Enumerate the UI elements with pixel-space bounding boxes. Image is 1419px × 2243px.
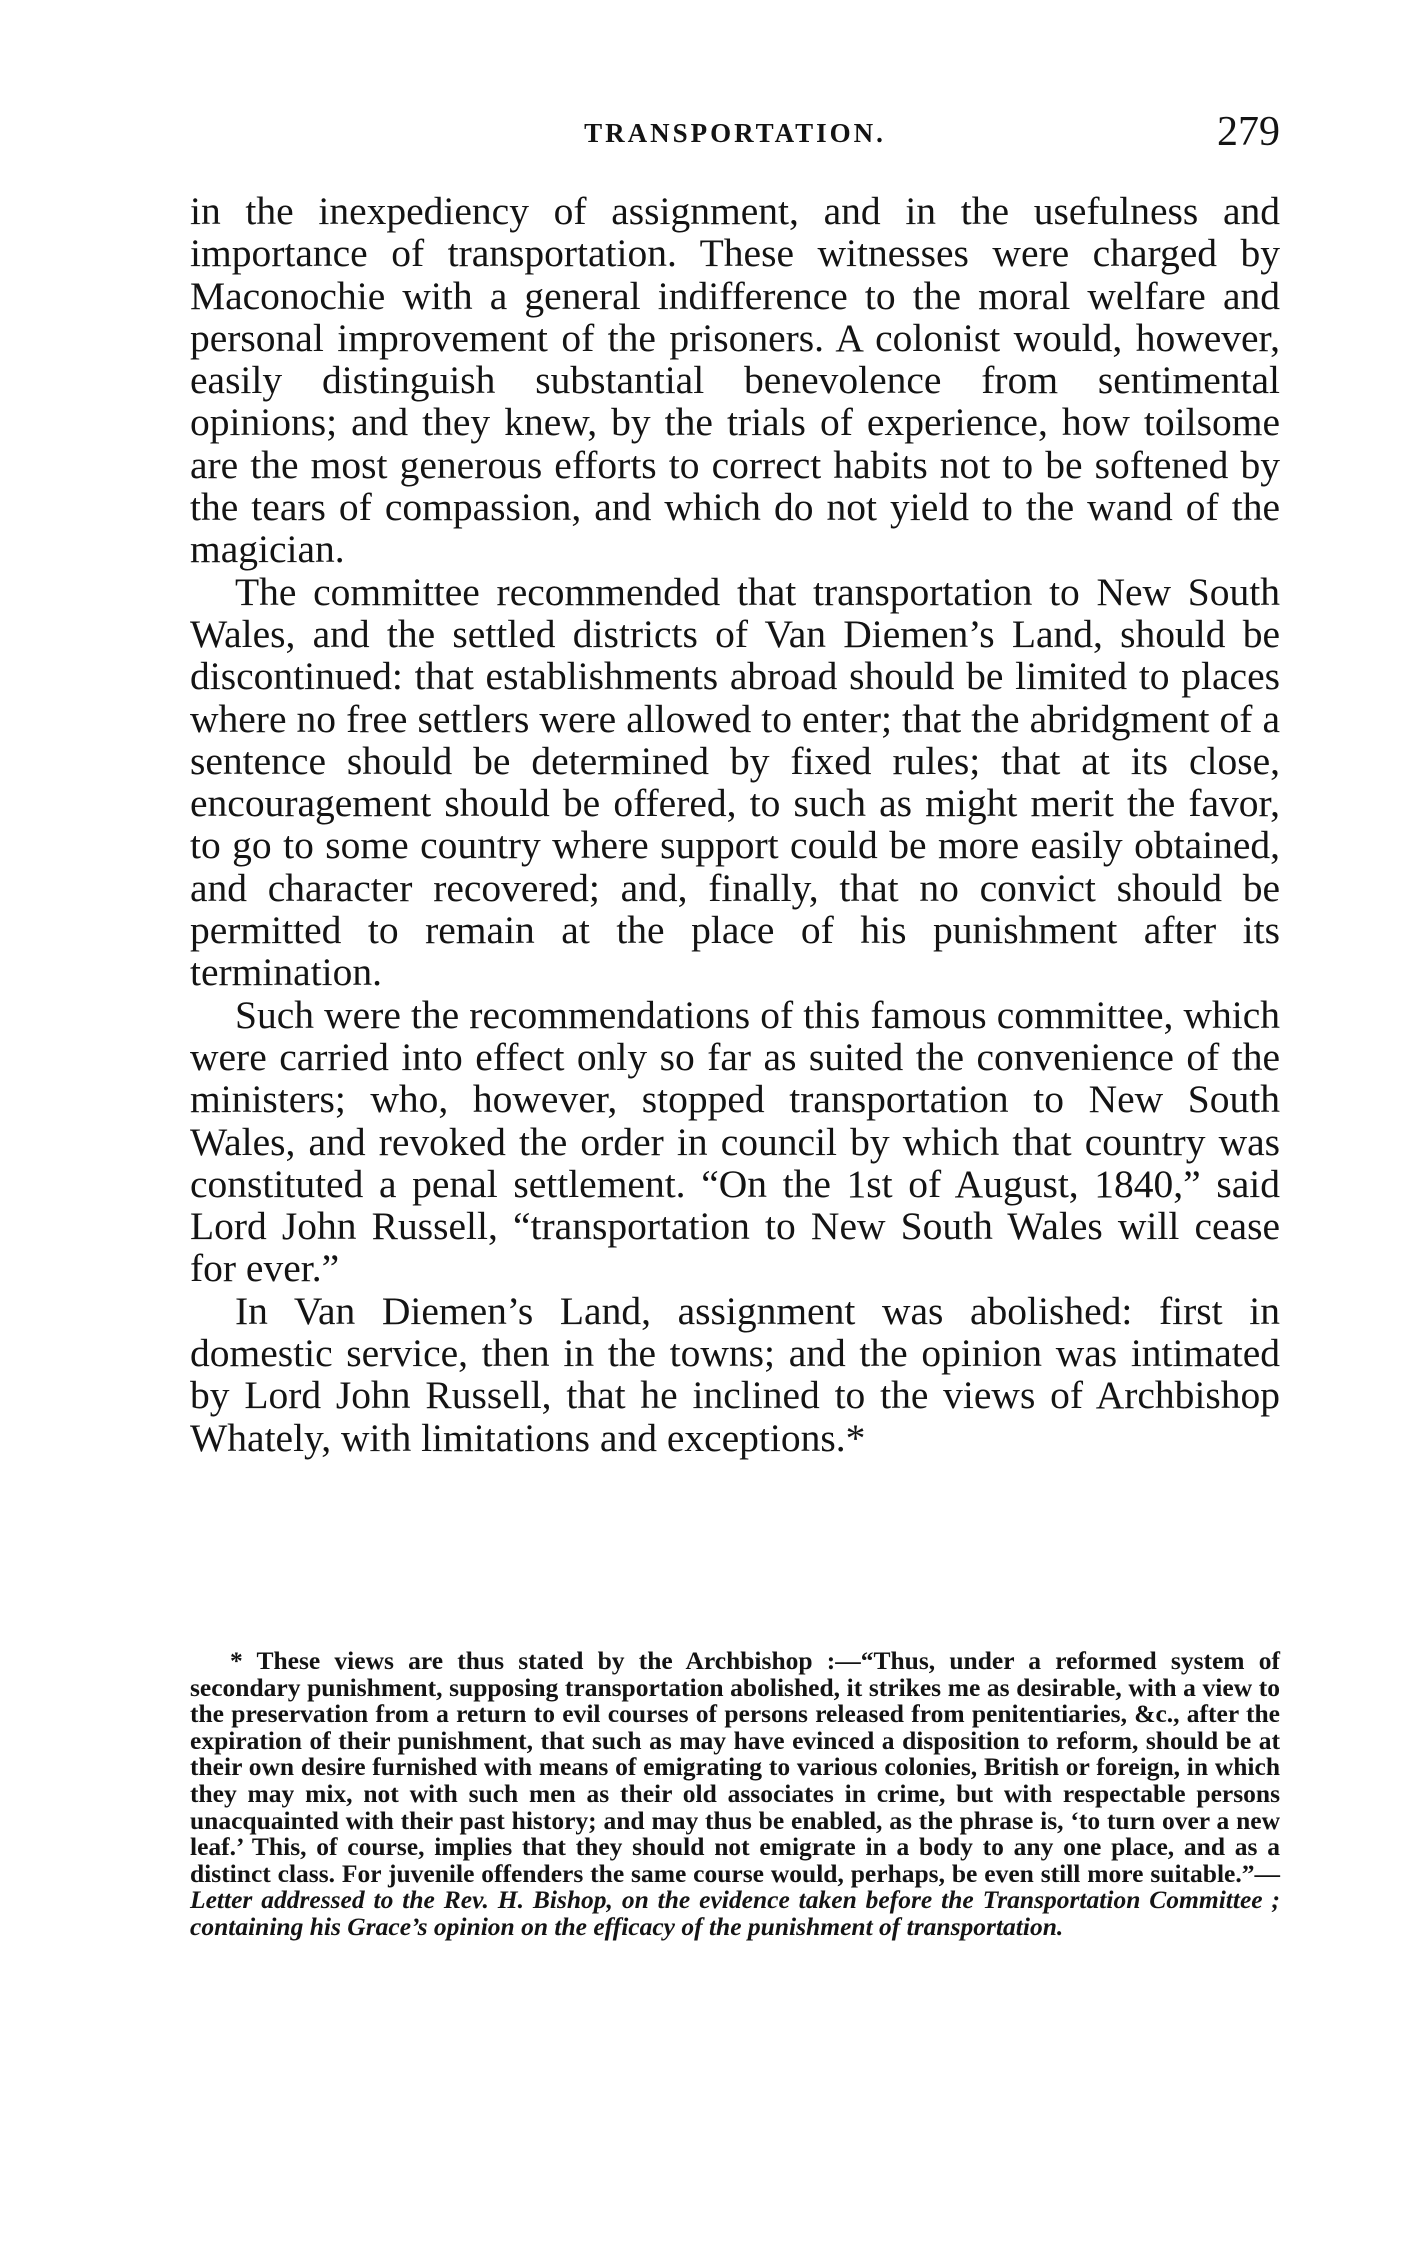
footnote-text: * These views are thus stated by the Archbishop :—“Thus, under a reformed system of secondary punishment, supposing transportation abolished, it strikes me as desirable, with a view to the preservation from a return to evil courses of persons released from penitentiaries, &c., after the expiration of their punishment, that such as may have evinced a disposition to reform, should be at their own desire furnished with means of emigrating to various colonies, British or foreign, in which they may mix, not with such men as their old associates in crime, but with respectable persons unacquainted with their past history; and may thus be enabled, as the phrase is, ‘to turn over a new leaf.’ This, of course, implies that they should not emigrate in a body to any one place, and as a distinct class. For juvenile offenders the same course would, perhaps, be even still more suitable.”— (190, 1646, 1280, 1888)
paragraph-committee-recommendations: The committee recommended that transportation to New South Wales, and the settled districts of Van Diemen’s Land, should be discontinued: that establishments abroad should be limited to places where no free settlers were allowed to enter; that the abridgment of a sentence should be determined by fixed rules; that at its close, encouragement should be offered, to such as might merit the favor, to go to some country where support could be more easily obtained, and character recovered; and, finally, that no convict should be permitted to remain at the place of his punishment after its termination. (190, 569, 1280, 995)
running-head (190, 108, 1280, 158)
paragraph-continuation: in the inexpediency of assignment, and in the usefulness and importance of transportation. These witnesses were charged by Maconochie with a general indifference to the moral welfare and personal improvement of the prisoners. A colonist would, however, easily distinguish substantial benevolence from sentimental opinions; and they knew, by the trials of experience, how toilsome are the most generous efforts to correct habits not to be softened by the tears of compassion, and which do not yield to the wand of the magician. (190, 189, 1280, 572)
footnote-paragraph (190, 1648, 1280, 1941)
footnote-citation: Letter addressed to the Rev. H. Bishop, on the evidence taken before the Transportation Committee ; containing his Grace’s opinion on the efficacy of the punishment of transportation. (190, 1885, 1280, 1941)
footnote (190, 1648, 1280, 1941)
paragraph-ministers-response: Such were the recommendations of this famous committee, which were carried into effect only so far as suited the convenience of the ministers; who, however, stopped transportation to New South Wales, and revoked the order in council by which that country was constituted a penal settlement. “On the 1st of August, 1840,” said Lord John Russell, “transportation to New South Wales will cease for ever.” (190, 992, 1280, 1291)
paragraph-van-diemens-land: In Van Diemen’s Land, assignment was abolished: first in domestic service, then in the towns; and the opinion was intimated by Lord John Russell, that he inclined to the views of Archbishop Whately, with limitations and exceptions.* (190, 1288, 1280, 1460)
page-number: 279 (1217, 109, 1280, 155)
running-title: TRANSPORTATION. (584, 118, 886, 148)
body-text (190, 190, 1280, 1459)
